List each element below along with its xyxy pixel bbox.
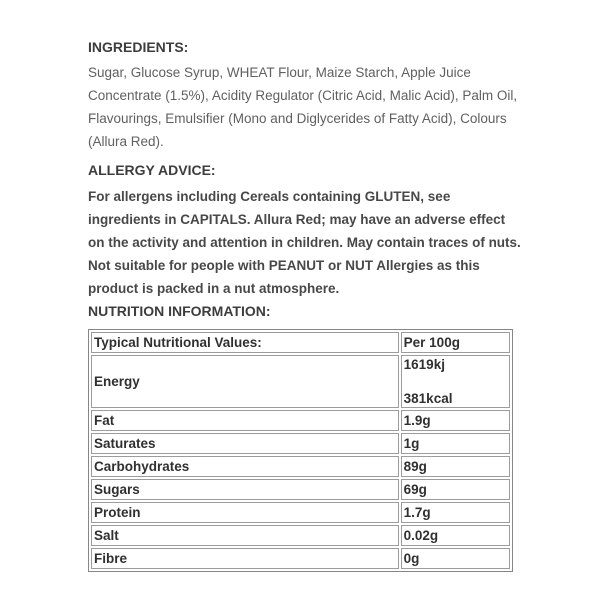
nutrient-label: Salt [91, 525, 399, 546]
nutrient-value [401, 355, 510, 408]
table-row-salt [91, 525, 510, 546]
nutrition-header-label: Typical Nutritional Values: [91, 332, 399, 353]
table-row-protein [91, 502, 510, 523]
nutrient-value: 1.7g [401, 502, 510, 523]
ingredients-heading: INGREDIENTS: [88, 39, 189, 55]
table-row-saturates [91, 433, 510, 454]
allergy-line: ingredients in CAPITALS. Allura Red; may have an adverse effect [88, 212, 506, 227]
table-row-carbohydrates [91, 456, 510, 477]
nutrient-value: 89g [401, 456, 510, 477]
nutrition-information-heading: NUTRITION INFORMATION: [88, 303, 271, 319]
energy-kj-value: 1619kj [403, 357, 445, 372]
nutrient-label: Energy [91, 355, 399, 408]
nutrient-value: 69g [401, 479, 510, 500]
allergy-line: on the activity and attention in children. May contain traces of nuts. [88, 235, 521, 250]
nutrient-label: Saturates [91, 433, 399, 454]
allergy-advice-paragraph [88, 185, 521, 300]
ingredients-paragraph [88, 61, 518, 153]
table-row-energy [91, 355, 510, 408]
nutrient-label: Protein [91, 502, 399, 523]
nutrient-label: Fibre [91, 548, 399, 569]
ingredients-line: (Allura Red). [88, 134, 164, 149]
nutrient-value: 1g [401, 433, 510, 454]
nutrient-label: Carbohydrates [91, 456, 399, 477]
nutrition-table-header-row [91, 332, 510, 353]
nutrient-value: 1.9g [401, 410, 510, 431]
allergy-line: Not suitable for people with PEANUT or NUT Allergies as this [88, 258, 480, 273]
nutrition-table [88, 329, 513, 572]
energy-kcal-value: 381kcal [403, 391, 453, 406]
allergy-line: product is packed in a nut atmosphere. [88, 281, 340, 296]
table-row-fibre [91, 548, 510, 569]
nutrient-label: Fat [91, 410, 399, 431]
nutrient-label: Sugars [91, 479, 399, 500]
table-row-sugars [91, 479, 510, 500]
ingredients-line: Sugar, Glucose Syrup, WHEAT Flour, Maize Starch, Apple Juice [88, 65, 471, 80]
ingredients-line: Concentrate (1.5%), Acidity Regulator (Citric Acid, Malic Acid), Palm Oil, [88, 88, 518, 103]
allergy-line: For allergens including Cereals containing GLUTEN, see [88, 189, 451, 204]
nutrient-value: 0.02g [401, 525, 510, 546]
ingredients-line: Flavourings, Emulsifier (Mono and Diglycerides of Fatty Acid), Colours [88, 111, 507, 126]
nutrient-value: 0g [401, 548, 510, 569]
allergy-advice-heading: ALLERGY ADVICE: [88, 162, 216, 178]
nutrition-header-value: Per 100g [401, 332, 510, 353]
table-row-fat [91, 410, 510, 431]
